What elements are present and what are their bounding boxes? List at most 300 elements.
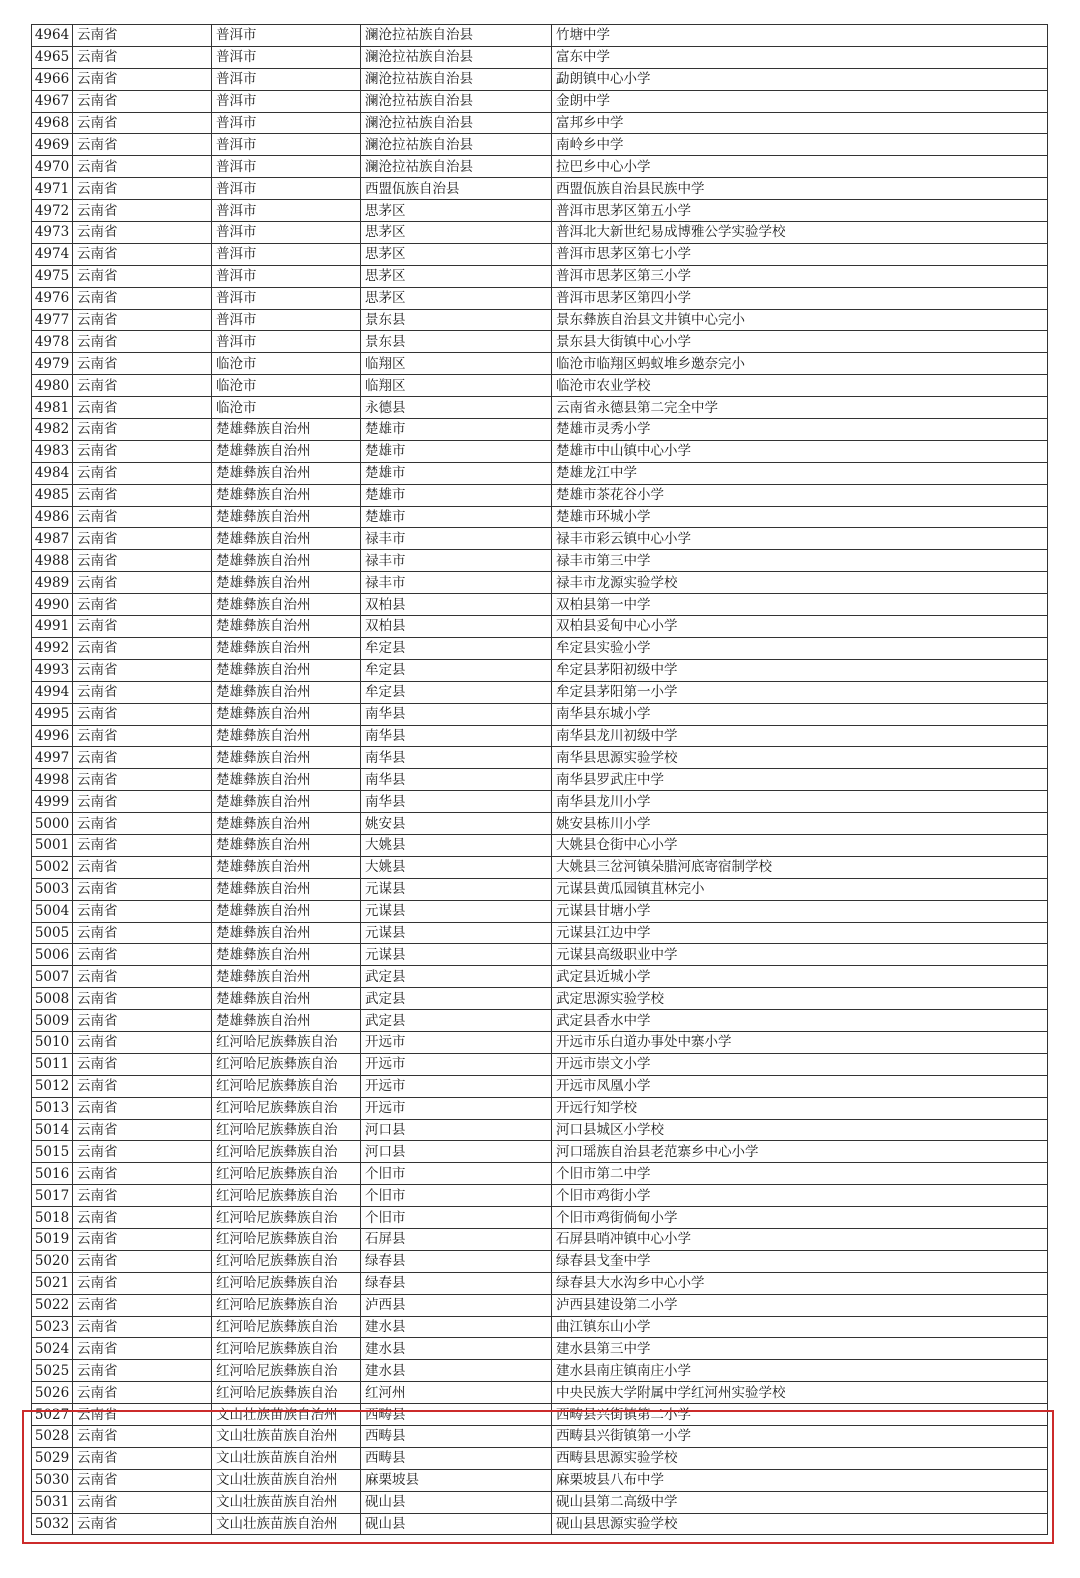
row-number-cell: 5031 <box>32 1491 73 1513</box>
table-row <box>32 616 1048 638</box>
row-number-cell: 4974 <box>32 243 73 265</box>
row-number-cell: 4965 <box>32 46 73 68</box>
table-body <box>32 25 1048 1535</box>
row-number-cell: 4976 <box>32 287 73 309</box>
county-cell: 临翔区 <box>361 353 552 375</box>
county-cell: 楚雄市 <box>361 419 552 441</box>
row-number-cell: 5017 <box>32 1185 73 1207</box>
table-row <box>32 1075 1048 1097</box>
school-name-cell: 富邦乡中学 <box>552 112 1048 134</box>
school-name-cell: 西畴县思源实验学校 <box>552 1447 1048 1469</box>
province-cell: 云南省 <box>73 200 212 222</box>
province-cell: 云南省 <box>73 659 212 681</box>
city-cell: 临沧市 <box>212 397 361 419</box>
province-cell: 云南省 <box>73 813 212 835</box>
table-row <box>32 1316 1048 1338</box>
row-number-cell: 4967 <box>32 90 73 112</box>
table-row <box>32 200 1048 222</box>
county-cell: 武定县 <box>361 966 552 988</box>
table-row <box>32 484 1048 506</box>
province-cell: 云南省 <box>73 1491 212 1513</box>
city-cell: 楚雄彝族自治州 <box>212 922 361 944</box>
row-number-cell: 4969 <box>32 134 73 156</box>
row-number-cell: 4995 <box>32 703 73 725</box>
province-cell: 云南省 <box>73 550 212 572</box>
county-cell: 澜沧拉祜族自治县 <box>361 68 552 90</box>
row-number-cell: 4981 <box>32 397 73 419</box>
city-cell: 普洱市 <box>212 200 361 222</box>
row-number-cell: 5007 <box>32 966 73 988</box>
table-row <box>32 659 1048 681</box>
row-number-cell: 5028 <box>32 1426 73 1448</box>
school-name-cell: 武定县香水中学 <box>552 1010 1048 1032</box>
city-cell: 楚雄彝族自治州 <box>212 506 361 528</box>
row-number-cell: 5032 <box>32 1513 73 1535</box>
row-number-cell: 5004 <box>32 900 73 922</box>
table-row <box>32 966 1048 988</box>
province-cell: 云南省 <box>73 703 212 725</box>
table-row <box>32 46 1048 68</box>
table-row <box>32 1163 1048 1185</box>
city-cell: 楚雄彝族自治州 <box>212 616 361 638</box>
county-cell: 泸西县 <box>361 1294 552 1316</box>
province-cell: 云南省 <box>73 265 212 287</box>
table-row <box>32 353 1048 375</box>
row-number-cell: 4997 <box>32 747 73 769</box>
row-number-cell: 5001 <box>32 834 73 856</box>
county-cell: 澜沧拉祜族自治县 <box>361 46 552 68</box>
table-row <box>32 703 1048 725</box>
city-cell: 普洱市 <box>212 178 361 200</box>
school-name-cell: 云南省永德县第二完全中学 <box>552 397 1048 419</box>
province-cell: 云南省 <box>73 1097 212 1119</box>
province-cell: 云南省 <box>73 1228 212 1250</box>
table-row <box>32 178 1048 200</box>
province-cell: 云南省 <box>73 1075 212 1097</box>
city-cell: 楚雄彝族自治州 <box>212 966 361 988</box>
county-cell: 牟定县 <box>361 637 552 659</box>
school-name-cell: 牟定县实验小学 <box>552 637 1048 659</box>
table-row <box>32 1469 1048 1491</box>
county-cell: 个旧市 <box>361 1185 552 1207</box>
county-cell: 南华县 <box>361 747 552 769</box>
province-cell: 云南省 <box>73 791 212 813</box>
school-name-cell: 楚雄市中山镇中心小学 <box>552 440 1048 462</box>
table-row <box>32 747 1048 769</box>
city-cell: 红河哈尼族彝族自治 <box>212 1338 361 1360</box>
county-cell: 澜沧拉祜族自治县 <box>361 156 552 178</box>
school-name-cell: 普洱市思茅区第七小学 <box>552 243 1048 265</box>
row-number-cell: 4971 <box>32 178 73 200</box>
row-number-cell: 4972 <box>32 200 73 222</box>
province-cell: 云南省 <box>73 637 212 659</box>
province-cell: 云南省 <box>73 1447 212 1469</box>
city-cell: 楚雄彝族自治州 <box>212 594 361 616</box>
county-cell: 建水县 <box>361 1338 552 1360</box>
table-row <box>32 528 1048 550</box>
province-cell: 云南省 <box>73 309 212 331</box>
county-cell: 元谋县 <box>361 944 552 966</box>
table-row <box>32 1097 1048 1119</box>
table-row <box>32 572 1048 594</box>
county-cell: 楚雄市 <box>361 462 552 484</box>
city-cell: 红河哈尼族彝族自治 <box>212 1382 361 1404</box>
county-cell: 个旧市 <box>361 1207 552 1229</box>
city-cell: 楚雄彝族自治州 <box>212 791 361 813</box>
table-row <box>32 397 1048 419</box>
province-cell: 云南省 <box>73 134 212 156</box>
county-cell: 禄丰市 <box>361 550 552 572</box>
table-row <box>32 1360 1048 1382</box>
school-name-cell: 建水县第三中学 <box>552 1338 1048 1360</box>
row-number-cell: 4966 <box>32 68 73 90</box>
province-cell: 云南省 <box>73 484 212 506</box>
row-number-cell: 4990 <box>32 594 73 616</box>
row-number-cell: 5021 <box>32 1272 73 1294</box>
province-cell: 云南省 <box>73 1163 212 1185</box>
row-number-cell: 4973 <box>32 222 73 244</box>
table-row <box>32 681 1048 703</box>
school-name-cell: 西畴县兴街镇第一小学 <box>552 1426 1048 1448</box>
school-name-cell: 砚山县第二高级中学 <box>552 1491 1048 1513</box>
city-cell: 红河哈尼族彝族自治 <box>212 1097 361 1119</box>
province-cell: 云南省 <box>73 1272 212 1294</box>
county-cell: 景东县 <box>361 309 552 331</box>
table-row <box>32 90 1048 112</box>
city-cell: 楚雄彝族自治州 <box>212 747 361 769</box>
province-cell: 云南省 <box>73 1360 212 1382</box>
province-cell: 云南省 <box>73 68 212 90</box>
city-cell: 普洱市 <box>212 25 361 47</box>
province-cell: 云南省 <box>73 900 212 922</box>
table-row <box>32 1250 1048 1272</box>
city-cell: 楚雄彝族自治州 <box>212 725 361 747</box>
row-number-cell: 5025 <box>32 1360 73 1382</box>
school-name-cell: 武定县近城小学 <box>552 966 1048 988</box>
city-cell: 楚雄彝族自治州 <box>212 856 361 878</box>
row-number-cell: 4988 <box>32 550 73 572</box>
school-name-cell: 普洱市思茅区第五小学 <box>552 200 1048 222</box>
school-name-cell: 河口县城区小学校 <box>552 1119 1048 1141</box>
province-cell: 云南省 <box>73 1141 212 1163</box>
city-cell: 红河哈尼族彝族自治 <box>212 1031 361 1053</box>
row-number-cell: 5022 <box>32 1294 73 1316</box>
city-cell: 红河哈尼族彝族自治 <box>212 1360 361 1382</box>
school-name-cell: 南岭乡中学 <box>552 134 1048 156</box>
school-name-cell: 楚雄市灵秀小学 <box>552 419 1048 441</box>
table-row <box>32 156 1048 178</box>
school-name-cell: 麻栗坡县八布中学 <box>552 1469 1048 1491</box>
table-row <box>32 725 1048 747</box>
city-cell: 临沧市 <box>212 353 361 375</box>
city-cell: 红河哈尼族彝族自治 <box>212 1250 361 1272</box>
row-number-cell: 5009 <box>32 1010 73 1032</box>
province-cell: 云南省 <box>73 287 212 309</box>
province-cell: 云南省 <box>73 988 212 1010</box>
province-cell: 云南省 <box>73 1338 212 1360</box>
county-cell: 楚雄市 <box>361 440 552 462</box>
county-cell: 西畴县 <box>361 1447 552 1469</box>
city-cell: 红河哈尼族彝族自治 <box>212 1163 361 1185</box>
table-row <box>32 462 1048 484</box>
school-name-cell: 砚山县思源实验学校 <box>552 1513 1048 1535</box>
row-number-cell: 4978 <box>32 331 73 353</box>
table-row <box>32 1404 1048 1426</box>
table-row <box>32 222 1048 244</box>
row-number-cell: 4987 <box>32 528 73 550</box>
city-cell: 普洱市 <box>212 156 361 178</box>
county-cell: 南华县 <box>361 725 552 747</box>
province-cell: 云南省 <box>73 856 212 878</box>
province-cell: 云南省 <box>73 25 212 47</box>
school-name-cell: 临沧市农业学校 <box>552 375 1048 397</box>
row-number-cell: 4980 <box>32 375 73 397</box>
table-row <box>32 112 1048 134</box>
province-cell: 云南省 <box>73 46 212 68</box>
row-number-cell: 4984 <box>32 462 73 484</box>
city-cell: 普洱市 <box>212 243 361 265</box>
city-cell: 楚雄彝族自治州 <box>212 484 361 506</box>
city-cell: 红河哈尼族彝族自治 <box>212 1185 361 1207</box>
city-cell: 楚雄彝族自治州 <box>212 1010 361 1032</box>
row-number-cell: 5030 <box>32 1469 73 1491</box>
province-cell: 云南省 <box>73 1404 212 1426</box>
table-row <box>32 944 1048 966</box>
table-row <box>32 791 1048 813</box>
county-cell: 绿春县 <box>361 1250 552 1272</box>
province-cell: 云南省 <box>73 1316 212 1338</box>
city-cell: 普洱市 <box>212 265 361 287</box>
school-name-cell: 绿春县戈奎中学 <box>552 1250 1048 1272</box>
row-number-cell: 5020 <box>32 1250 73 1272</box>
city-cell: 楚雄彝族自治州 <box>212 878 361 900</box>
province-cell: 云南省 <box>73 1010 212 1032</box>
table-row <box>32 419 1048 441</box>
county-cell: 南华县 <box>361 791 552 813</box>
table-row <box>32 637 1048 659</box>
table-row <box>32 243 1048 265</box>
county-cell: 西畴县 <box>361 1404 552 1426</box>
county-cell: 石屏县 <box>361 1228 552 1250</box>
province-cell: 云南省 <box>73 769 212 791</box>
city-cell: 文山壮族苗族自治州 <box>212 1404 361 1426</box>
school-name-cell: 临沧市临翔区蚂蚁堆乡邀奈完小 <box>552 353 1048 375</box>
city-cell: 红河哈尼族彝族自治 <box>212 1316 361 1338</box>
table-row <box>32 900 1048 922</box>
city-cell: 文山壮族苗族自治州 <box>212 1469 361 1491</box>
school-name-cell: 南华县龙川初级中学 <box>552 725 1048 747</box>
city-cell: 楚雄彝族自治州 <box>212 550 361 572</box>
row-number-cell: 5027 <box>32 1404 73 1426</box>
province-cell: 云南省 <box>73 353 212 375</box>
county-cell: 建水县 <box>361 1316 552 1338</box>
province-cell: 云南省 <box>73 156 212 178</box>
table-row <box>32 331 1048 353</box>
school-name-cell: 绿春县大水沟乡中心小学 <box>552 1272 1048 1294</box>
province-cell: 云南省 <box>73 747 212 769</box>
province-cell: 云南省 <box>73 1207 212 1229</box>
county-cell: 澜沧拉祜族自治县 <box>361 134 552 156</box>
row-number-cell: 5023 <box>32 1316 73 1338</box>
city-cell: 普洱市 <box>212 90 361 112</box>
county-cell: 武定县 <box>361 1010 552 1032</box>
table-row <box>32 813 1048 835</box>
school-name-cell: 武定思源实验学校 <box>552 988 1048 1010</box>
school-name-cell: 个旧市鸡街小学 <box>552 1185 1048 1207</box>
table-row <box>32 1141 1048 1163</box>
school-name-cell: 元谋县黄瓜园镇苴林完小 <box>552 878 1048 900</box>
county-cell: 澜沧拉祜族自治县 <box>361 112 552 134</box>
table-row <box>32 1031 1048 1053</box>
row-number-cell: 5005 <box>32 922 73 944</box>
row-number-cell: 4982 <box>32 419 73 441</box>
table-row <box>32 594 1048 616</box>
county-cell: 临翔区 <box>361 375 552 397</box>
table-row <box>32 922 1048 944</box>
county-cell: 元谋县 <box>361 878 552 900</box>
province-cell: 云南省 <box>73 1119 212 1141</box>
province-cell: 云南省 <box>73 178 212 200</box>
school-name-cell: 中央民族大学附属中学红河州实验学校 <box>552 1382 1048 1404</box>
city-cell: 楚雄彝族自治州 <box>212 769 361 791</box>
table-row <box>32 309 1048 331</box>
school-name-cell: 个旧市鸡街倘甸小学 <box>552 1207 1048 1229</box>
row-number-cell: 5024 <box>32 1338 73 1360</box>
school-name-cell: 建水县南庄镇南庄小学 <box>552 1360 1048 1382</box>
province-cell: 云南省 <box>73 243 212 265</box>
county-cell: 楚雄市 <box>361 506 552 528</box>
city-cell: 普洱市 <box>212 309 361 331</box>
city-cell: 楚雄彝族自治州 <box>212 462 361 484</box>
county-cell: 开远市 <box>361 1053 552 1075</box>
county-cell: 澜沧拉祜族自治县 <box>361 25 552 47</box>
row-number-cell: 4970 <box>32 156 73 178</box>
table-row <box>32 1119 1048 1141</box>
province-cell: 云南省 <box>73 878 212 900</box>
city-cell: 楚雄彝族自治州 <box>212 703 361 725</box>
table-row <box>32 440 1048 462</box>
county-cell: 砚山县 <box>361 1491 552 1513</box>
school-name-cell: 牟定县茅阳初级中学 <box>552 659 1048 681</box>
province-cell: 云南省 <box>73 375 212 397</box>
county-cell: 元谋县 <box>361 922 552 944</box>
table-row <box>32 287 1048 309</box>
row-number-cell: 5002 <box>32 856 73 878</box>
table-row <box>32 1491 1048 1513</box>
county-cell: 红河州 <box>361 1382 552 1404</box>
table-row <box>32 1338 1048 1360</box>
city-cell: 普洱市 <box>212 112 361 134</box>
county-cell: 牟定县 <box>361 659 552 681</box>
county-cell: 开远市 <box>361 1075 552 1097</box>
city-cell: 楚雄彝族自治州 <box>212 528 361 550</box>
school-name-cell: 元谋县江边中学 <box>552 922 1048 944</box>
row-number-cell: 4991 <box>32 616 73 638</box>
school-name-cell: 竹塘中学 <box>552 25 1048 47</box>
province-cell: 云南省 <box>73 397 212 419</box>
school-name-cell: 禄丰市第三中学 <box>552 550 1048 572</box>
county-cell: 禄丰市 <box>361 572 552 594</box>
county-cell: 大姚县 <box>361 834 552 856</box>
province-cell: 云南省 <box>73 112 212 134</box>
province-cell: 云南省 <box>73 331 212 353</box>
row-number-cell: 5014 <box>32 1119 73 1141</box>
province-cell: 云南省 <box>73 222 212 244</box>
row-number-cell: 5016 <box>32 1163 73 1185</box>
row-number-cell: 5008 <box>32 988 73 1010</box>
row-number-cell: 4968 <box>32 112 73 134</box>
province-cell: 云南省 <box>73 834 212 856</box>
county-cell: 河口县 <box>361 1141 552 1163</box>
province-cell: 云南省 <box>73 462 212 484</box>
row-number-cell: 4994 <box>32 681 73 703</box>
city-cell: 文山壮族苗族自治州 <box>212 1491 361 1513</box>
city-cell: 红河哈尼族彝族自治 <box>212 1294 361 1316</box>
city-cell: 楚雄彝族自治州 <box>212 681 361 703</box>
school-name-cell: 双柏县第一中学 <box>552 594 1048 616</box>
city-cell: 普洱市 <box>212 68 361 90</box>
school-name-cell: 开远市崇文小学 <box>552 1053 1048 1075</box>
school-name-cell: 勐朗镇中心小学 <box>552 68 1048 90</box>
table-row <box>32 506 1048 528</box>
city-cell: 文山壮族苗族自治州 <box>212 1447 361 1469</box>
school-name-cell: 石屏县哨冲镇中心小学 <box>552 1228 1048 1250</box>
school-name-cell: 楚雄龙江中学 <box>552 462 1048 484</box>
school-name-cell: 禄丰市龙源实验学校 <box>552 572 1048 594</box>
city-cell: 楚雄彝族自治州 <box>212 944 361 966</box>
table-row <box>32 1185 1048 1207</box>
row-number-cell: 4989 <box>32 572 73 594</box>
province-cell: 云南省 <box>73 572 212 594</box>
row-number-cell: 5000 <box>32 813 73 835</box>
table-row <box>32 1207 1048 1229</box>
city-cell: 文山壮族苗族自治州 <box>212 1513 361 1535</box>
row-number-cell: 4983 <box>32 440 73 462</box>
table-row <box>32 1010 1048 1032</box>
county-cell: 绿春县 <box>361 1272 552 1294</box>
row-number-cell: 4996 <box>32 725 73 747</box>
city-cell: 楚雄彝族自治州 <box>212 900 361 922</box>
city-cell: 红河哈尼族彝族自治 <box>212 1207 361 1229</box>
school-name-cell: 元谋县高级职业中学 <box>552 944 1048 966</box>
county-cell: 大姚县 <box>361 856 552 878</box>
row-number-cell: 4979 <box>32 353 73 375</box>
row-number-cell: 5015 <box>32 1141 73 1163</box>
county-cell: 思茅区 <box>361 265 552 287</box>
table-row <box>32 769 1048 791</box>
table-row <box>32 375 1048 397</box>
province-cell: 云南省 <box>73 594 212 616</box>
county-cell: 思茅区 <box>361 243 552 265</box>
school-name-cell: 景东县大街镇中心小学 <box>552 331 1048 353</box>
row-number-cell: 4977 <box>32 309 73 331</box>
school-name-cell: 普洱市思茅区第四小学 <box>552 287 1048 309</box>
city-cell: 楚雄彝族自治州 <box>212 813 361 835</box>
county-cell: 思茅区 <box>361 222 552 244</box>
city-cell: 普洱市 <box>212 134 361 156</box>
table-row <box>32 1382 1048 1404</box>
county-cell: 思茅区 <box>361 287 552 309</box>
school-name-cell: 富东中学 <box>552 46 1048 68</box>
row-number-cell: 4975 <box>32 265 73 287</box>
table-row <box>32 1053 1048 1075</box>
row-number-cell: 5010 <box>32 1031 73 1053</box>
row-number-cell: 4998 <box>32 769 73 791</box>
city-cell: 红河哈尼族彝族自治 <box>212 1075 361 1097</box>
row-number-cell: 4964 <box>32 25 73 47</box>
school-name-cell: 牟定县茅阳第一小学 <box>552 681 1048 703</box>
city-cell: 普洱市 <box>212 287 361 309</box>
